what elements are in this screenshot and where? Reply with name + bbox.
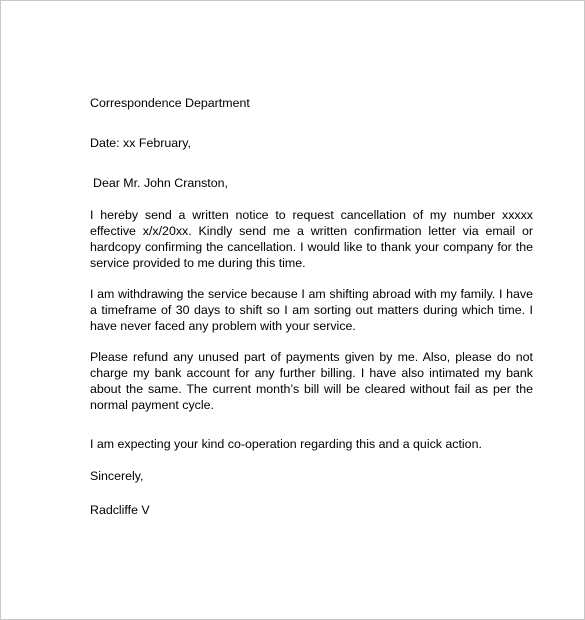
closing-line: Sincerely, bbox=[90, 469, 144, 483]
signature-line: Radcliffe V bbox=[90, 503, 150, 517]
paragraph-refund-request: Please refund any unused part of payments given by me. Also, please do not charge my bank account for any further billing. I have also intimated my bank about the same. The current month’s bill will be cleared without fail as per the normal payment cycle. bbox=[90, 350, 533, 412]
paragraph-withdrawal-reason: I am withdrawing the service because I am shifting abroad with my family. I have a timeframe of 30 days to shift so I am sorting out matters during which time. I have never faced any problem with your service. bbox=[90, 287, 533, 333]
greeting-line: Dear Mr. John Cranston, bbox=[93, 176, 228, 190]
date-line: Date: xx February, bbox=[90, 136, 191, 150]
recipient-line: Correspondence Department bbox=[90, 96, 250, 110]
letter-body bbox=[90, 95, 533, 518]
paragraph-expectation: I am expecting your kind co-operation regarding this and a quick action. bbox=[90, 437, 482, 451]
paragraph-cancellation-request: I hereby send a written notice to request cancellation of my number xxxxx effective x/x/20xx. Kindly send me a written confirmation letter via email or hardcopy confirming the cancellation. I would like to thank your company for the service provided to me during this time. bbox=[90, 208, 533, 270]
